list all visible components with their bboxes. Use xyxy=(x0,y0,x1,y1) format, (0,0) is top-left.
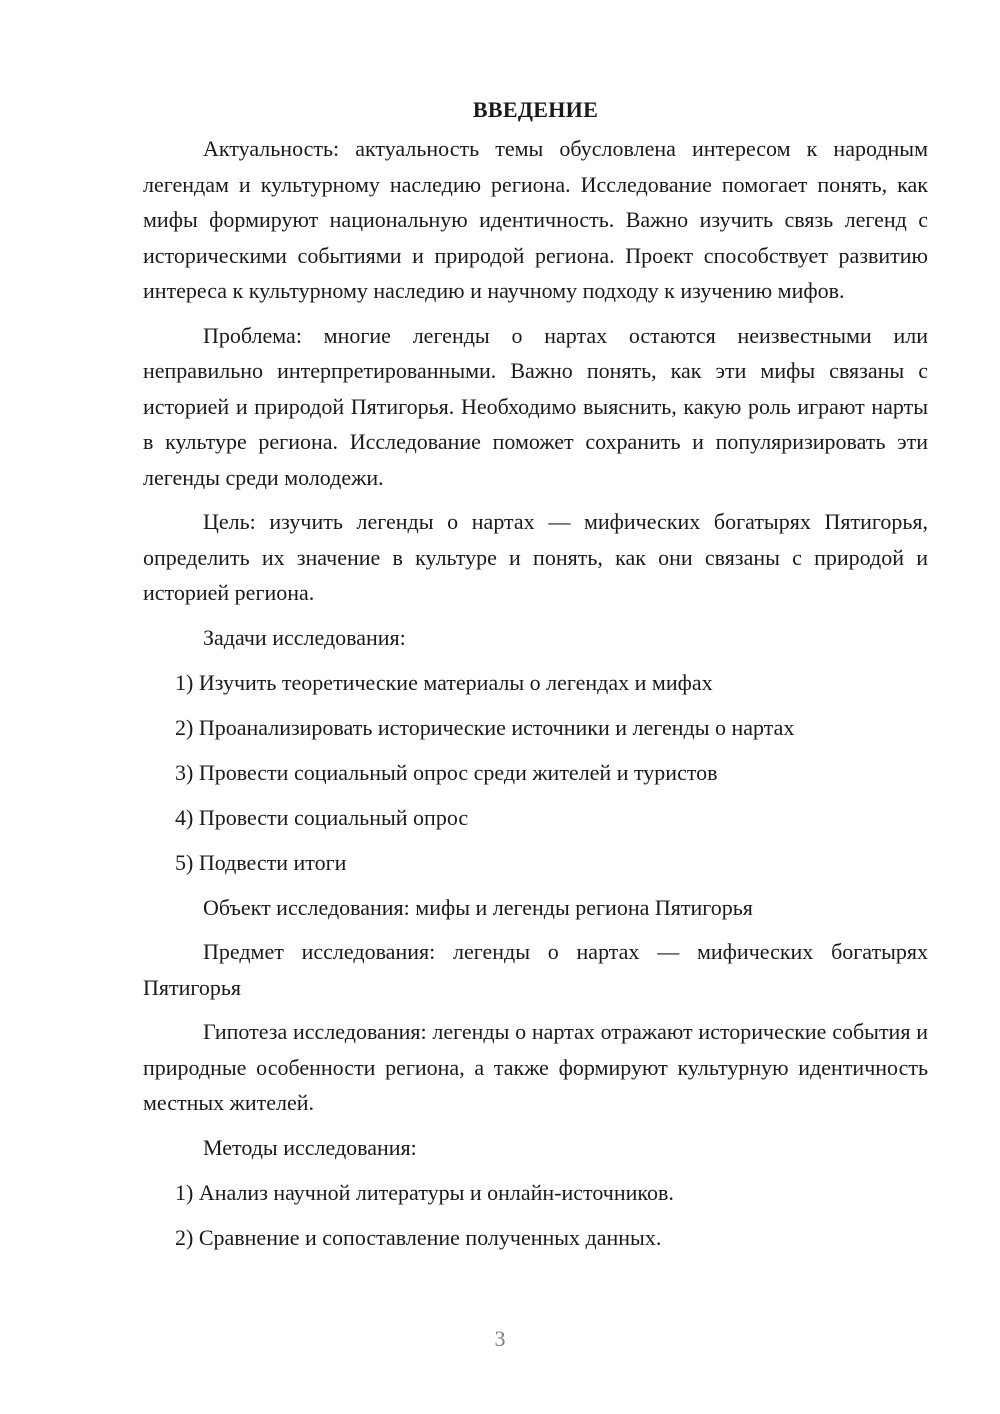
problem-paragraph: Проблема: многие легенды о нартах остаются неизвестными или неправильно интерпретированными. Важно понять, как эти мифы связаны с историей и природой Пятигорья. Необходимо выяснить, какую роль играют нарты в культуре региона. Исследование поможет сохранить и популяризировать эти легенды среди молодежи. xyxy=(143,322,928,490)
relevance-paragraph: Актуальность: актуальность темы обусловлена интересом к народным легендам и культурному наследию региона. Исследование помогает понять, как мифы формируют национальную идентичность. Важно изучить связь легенд с историческими событиями и природой региона. Проект способствует развитию интереса к культурному наследию и научному подходу к изучению мифов. xyxy=(143,136,928,303)
hypothesis-paragraph: Гипотеза исследования: легенды о нартах отражают исторические события и природные особенности региона, а также формируют культурную идентичность местных жителей. xyxy=(143,1019,928,1115)
task-item: 4) Провести социальный опрос xyxy=(175,804,469,830)
section-title: ВВЕДЕНИЕ xyxy=(472,97,599,122)
object-paragraph: Объект исследования: мифы и легенды региона Пятигорья xyxy=(203,894,753,920)
method-item: 1) Анализ научной литературы и онлайн-источников. xyxy=(175,1179,674,1205)
methods-heading: Методы исследования: xyxy=(203,1134,417,1160)
method-item: 2) Сравнение и сопоставление полученных данных. xyxy=(175,1224,662,1250)
task-item: 3) Провести социальный опрос среди жителей и туристов xyxy=(175,759,718,785)
task-item: 5) Подвести итоги xyxy=(175,849,347,875)
tasks-heading: Задачи исследования: xyxy=(203,624,406,650)
tasks-list xyxy=(143,665,928,881)
goal-paragraph: Цель: изучить легенды о нартах — мифических богатырях Пятигорья, определить их значение в культуре и понять, как они связаны с природой и историей региона. xyxy=(143,509,928,605)
page-number: 3 xyxy=(494,1326,506,1351)
task-item: 2) Проанализировать исторические источники и легенды о нартах xyxy=(175,714,795,740)
subject-paragraph: Предмет исследования: легенды о нартах — мифических богатырях Пятигорья xyxy=(143,939,928,1000)
document-page xyxy=(143,92,928,1265)
methods-list xyxy=(143,1175,928,1256)
task-item: 1) Изучить теоретические материалы о легендах и мифах xyxy=(175,669,713,695)
